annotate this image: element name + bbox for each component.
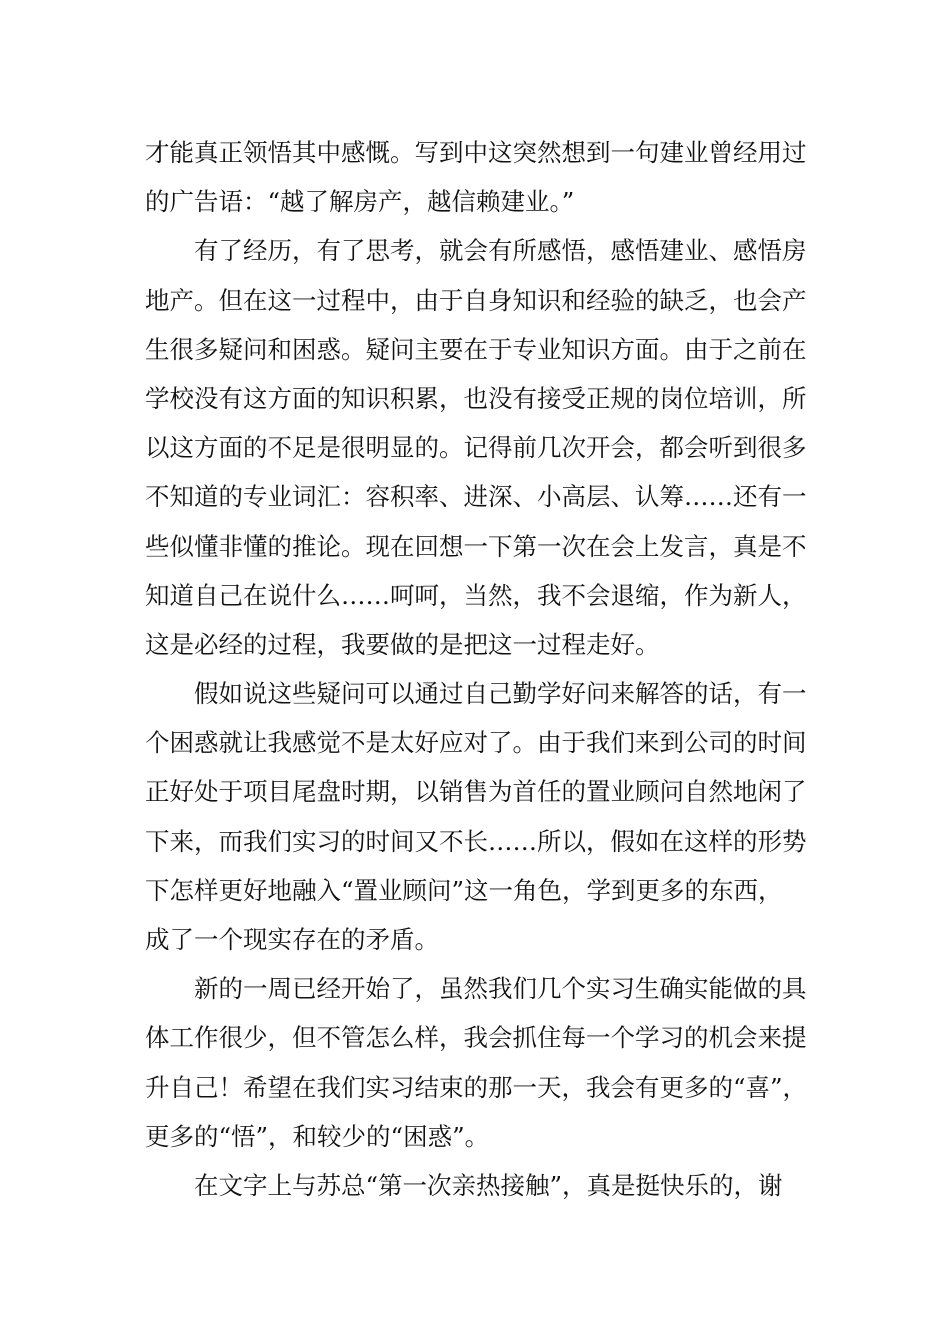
text-line: 升自己！希望在我们实习结束的那一天，我会有更多的“喜”， [145, 1072, 808, 1102]
text-line: 下怎样更好地融入“置业顾问”这一角色，学到更多的东西， [145, 875, 783, 905]
text-line: 才能真正领悟其中感慨。写到中这突然想到一句建业曾经用过 [145, 138, 807, 167]
text-line: 知道自己在说什么……呵呵，当然，我不会退缩，作为新人， [145, 580, 807, 610]
paragraph-first-line: 在文字上与苏总“第一次亲热接触”，真是挺快乐的，谢 [194, 1170, 783, 1200]
text-line: 更多的“悟”，和较少的“困惑”。 [145, 1121, 490, 1151]
text-line: 学校没有这方面的知识积累，也没有接受正规的岗位培训，所 [145, 383, 807, 413]
text-line: 生很多疑问和困惑。疑问主要在于专业知识方面。由于之前在 [145, 334, 807, 364]
paragraph-first-line: 有了经历，有了思考，就会有所感悟，感悟建业、感悟房 [194, 236, 807, 266]
text-line: 些似懂非懂的推论。现在回想一下第一次在会上发言，真是不 [145, 531, 807, 561]
text-line: 地产。但在这一过程中，由于自身知识和经验的缺乏，也会产 [145, 285, 807, 315]
text-line: 这是必经的过程，我要做的是把这一过程走好。 [145, 629, 660, 659]
text-line: 个困惑就让我感觉不是太好应对了。由于我们来到公司的时间 [145, 728, 807, 758]
text-line: 以这方面的不足是很明显的。记得前几次开会，都会听到很多 [145, 433, 807, 463]
text-line: 下来，而我们实习的时间又不长……所以，假如在这样的形势 [145, 826, 807, 856]
text-line: 不知道的专业词汇：容积率、进深、小高层、认筹……还有一 [145, 482, 807, 512]
text-line: 正好处于项目尾盘时期，以销售为首任的置业顾问自然地闲了 [145, 777, 807, 807]
paragraph-first-line: 假如说这些疑问可以通过自己勤学好问来解答的话，有一 [194, 679, 807, 709]
text-line: 的广告语：“越了解房产，越信赖建业。” [145, 187, 575, 217]
text-line: 体工作很少，但不管怎么样，我会抓住每一个学习的机会来提 [145, 1023, 807, 1053]
paragraph-first-line: 新的一周已经开始了，虽然我们几个实习生确实能做的具 [194, 974, 807, 1004]
text-line: 成了一个现实存在的矛盾。 [145, 925, 439, 954]
document-body [145, 128, 810, 1210]
